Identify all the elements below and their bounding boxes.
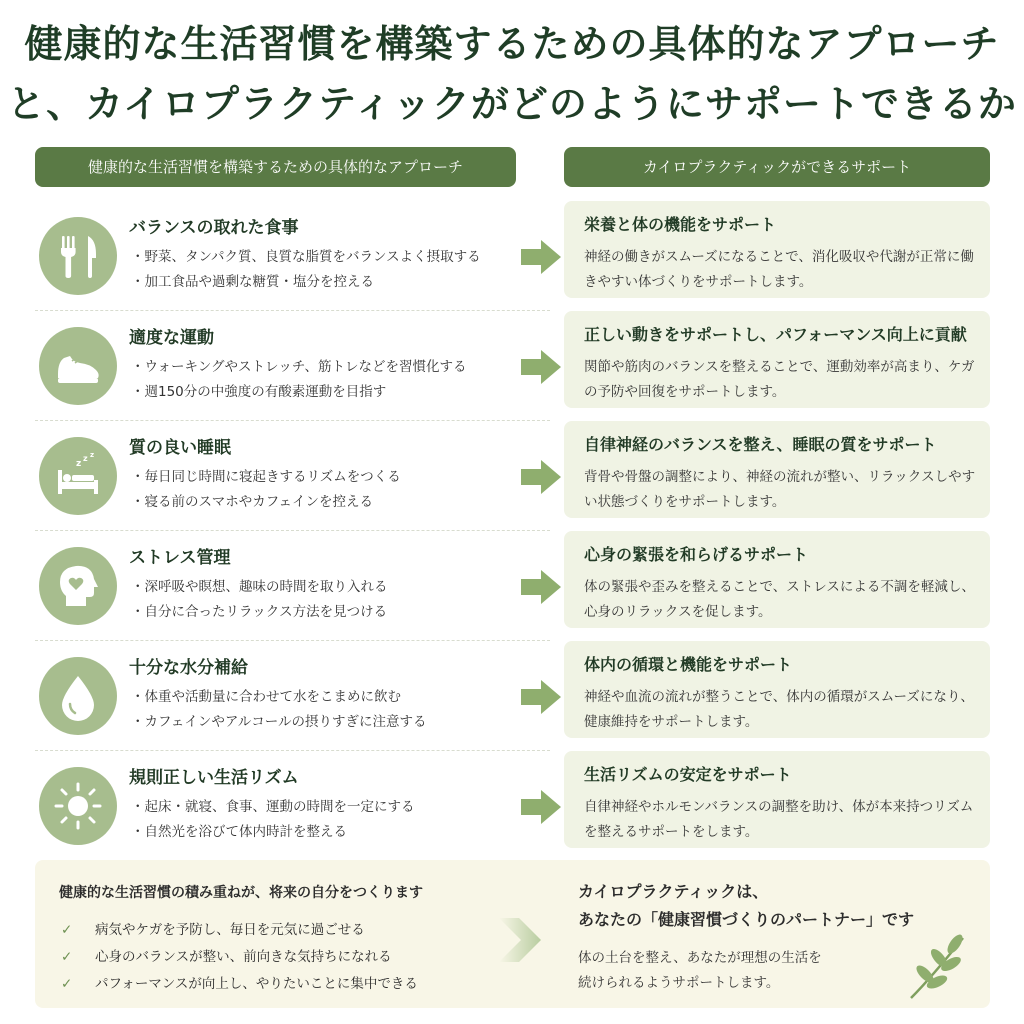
support-card (564, 641, 990, 738)
habit-bullet: ・毎日同じ時間に寝起きするリズムをつくる (131, 469, 401, 485)
right-arrow-icon (519, 569, 563, 605)
habit-bullet: ・自然光を浴びて体内時計を整える (131, 824, 347, 840)
check-icon: ✓ (61, 922, 73, 938)
benefit-item (61, 972, 418, 992)
fork-knife-icon (39, 217, 117, 295)
bed-icon (39, 437, 117, 515)
leaf-branch-icon (903, 930, 973, 1002)
habit-title: 十分な水分補給 (129, 658, 248, 678)
support-title: 心身の緊張を和らげるサポート (584, 545, 809, 564)
habit-title: ストレス管理 (129, 548, 231, 568)
support-card (564, 751, 990, 848)
habit-row-sleep (35, 421, 990, 529)
benefit-item (61, 945, 392, 965)
support-description: 体の緊張や歪みを整えることで、ストレスによる不調を軽減し、心身のリラックスを促します。 (584, 579, 975, 620)
partner-title-line-1: カイロプラクティックは、 (578, 882, 769, 901)
check-icon: ✓ (61, 949, 73, 965)
support-card (564, 421, 990, 518)
habit-title: 質の良い睡眠 (129, 438, 231, 458)
water-drop-icon (39, 657, 117, 735)
habit-bullet: ・寝る前のスマホやカフェインを控える (131, 494, 374, 510)
benefit-text: パフォーマンスが向上し、やりたいことに集中できる (95, 976, 418, 992)
benefit-text: 病気やケガを予防し、毎日を元気に過ごせる (95, 922, 365, 938)
habit-bullet: ・加工食品や過剰な糖質・塩分を控える (131, 274, 374, 290)
head-heart-icon (39, 547, 117, 625)
partner-desc-line-2: 続けられるようサポートします。 (578, 975, 780, 991)
right-arrow-icon (519, 349, 563, 385)
support-description: 関節や筋肉のバランスを整えることで、運動効率が高まり、ケガの予防や回復をサポートします。 (584, 359, 975, 400)
habit-bullet: ・自分に合ったリラックス方法を見つける (131, 604, 388, 620)
habit-row-stress (35, 531, 990, 639)
habit-bullet: ・カフェインやアルコールの摂りすぎに注意する (131, 714, 427, 730)
page-title (0, 14, 1024, 134)
svg-text:z: z (83, 454, 88, 463)
support-card (564, 311, 990, 408)
benefit-item (61, 918, 365, 938)
habit-bullet: ・野菜、タンパク質、良質な脂質をバランスよく摂取する (131, 249, 481, 265)
right-arrow-icon (519, 679, 563, 715)
summary-panel (35, 860, 990, 1008)
habit-row-rhythm (35, 751, 990, 859)
svg-text:z: z (90, 451, 95, 459)
right-arrow-icon (519, 459, 563, 495)
check-icon: ✓ (61, 976, 73, 992)
support-description: 自律神経やホルモンバランスの調整を助け、体が本来持つリズムを整えるサポートをします。 (584, 799, 974, 840)
chevron-right-icon (499, 918, 543, 962)
habit-bullet: ・ウォーキングやストレッチ、筋トレなどを習慣化する (131, 359, 467, 375)
title-line-2: と、カイロプラクティックがどのようにサポートできるか (7, 81, 1017, 126)
support-title: 生活リズムの安定をサポート (584, 765, 792, 784)
partner-title (578, 878, 914, 934)
habit-title: 適度な運動 (129, 328, 214, 348)
habit-title: 規則正しい生活リズム (129, 768, 299, 788)
support-description: 背骨や骨盤の調整により、神経の流れが整い、リラックスしやすい状態づくりをサポートします。 (584, 469, 976, 510)
sun-icon (39, 767, 117, 845)
left-column-header: 健康的な生活習慣を構築するための具体的なアプローチ (35, 147, 516, 187)
habit-row-hydration (35, 641, 990, 749)
support-card (564, 201, 990, 298)
habit-title: バランスの取れた食事 (129, 218, 299, 238)
right-column-header: カイロプラクティックができるサポート (564, 147, 990, 187)
habit-bullet: ・起床・就寝、食事、運動の時間を一定にする (131, 799, 415, 815)
habit-bullet: ・深呼吸や瞑想、趣味の時間を取り入れる (131, 579, 388, 595)
svg-text:z: z (76, 459, 82, 469)
benefit-text: 心身のバランスが整い、前向きな気持ちになれる (95, 949, 392, 965)
support-title: 体内の循環と機能をサポート (584, 655, 793, 674)
support-title: 栄養と体の機能をサポート (584, 215, 777, 234)
right-arrow-icon (519, 239, 563, 275)
support-description: 神経の働きがスムーズになることで、消化吸収や代謝が正常に働きやすい体づくりをサポートします。 (584, 249, 974, 290)
support-title: 正しい動きをサポートし、パフォーマンス向上に貢献 (584, 325, 967, 344)
habit-bullet: ・体重や活動量に合わせて水をこまめに飲む (131, 689, 401, 705)
right-arrow-icon (519, 789, 563, 825)
support-card (564, 531, 990, 628)
support-description: 神経や血流の流れが整うことで、体内の循環がスムーズになり、健康維持をサポートします。 (584, 689, 974, 730)
support-title: 自律神経のバランスを整え、睡眠の質をサポート (584, 435, 937, 454)
partner-description (578, 946, 822, 996)
habit-row-diet (35, 201, 990, 309)
partner-desc-line-1: 体の土台を整え、あなたが理想の生活を (578, 950, 822, 966)
habit-row-exercise (35, 311, 990, 419)
habit-bullet: ・週150分の中強度の有酸素運動を目指す (131, 384, 387, 400)
shoe-icon (39, 327, 117, 405)
summary-heading: 健康的な生活習慣の積み重ねが、将来の自分をつくります (59, 885, 423, 901)
partner-title-line-2: あなたの「健康習慣づくりのパートナー」です (578, 910, 915, 929)
title-line-1: 健康的な生活習慣を構築するための具体的なアプローチ (24, 21, 1000, 66)
